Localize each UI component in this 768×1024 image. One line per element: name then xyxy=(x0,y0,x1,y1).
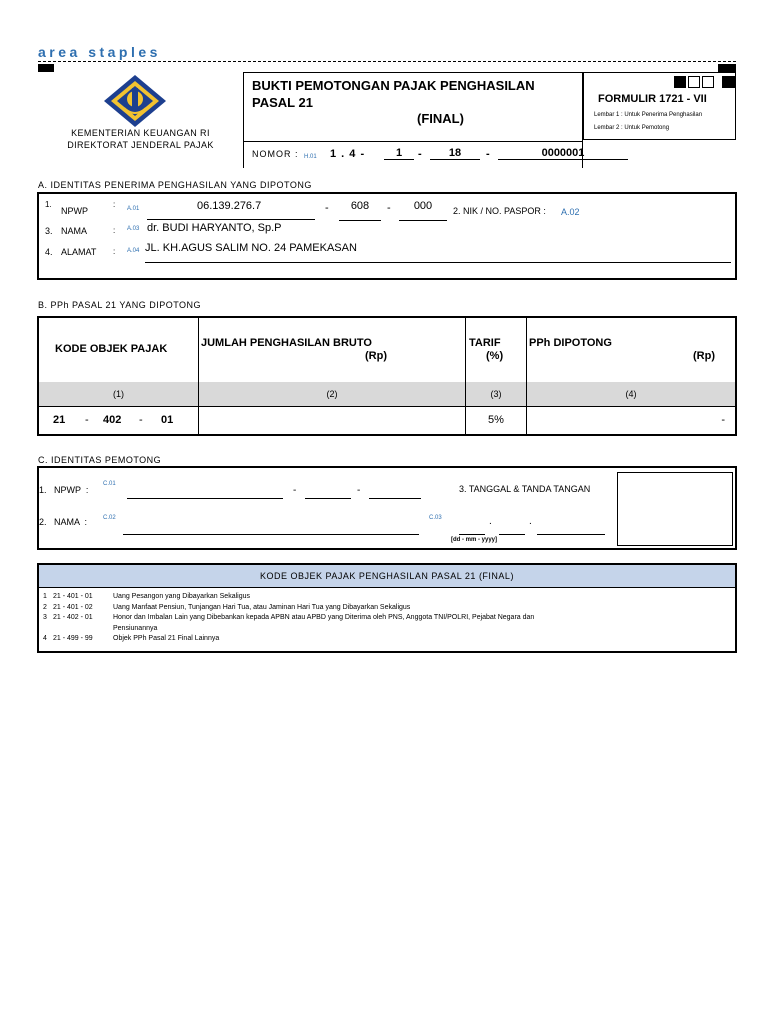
nik-code: A.02 xyxy=(561,207,580,217)
corner-marker-right xyxy=(718,64,736,72)
col-pph-unit: (Rp) xyxy=(693,350,715,362)
alamat-value[interactable]: JL. KH.AGUS SALIM NO. 24 PAMEKASAN xyxy=(145,242,731,263)
alamat-label: ALAMAT xyxy=(61,247,97,257)
col-pph-header: PPh DIPOTONG xyxy=(529,337,612,349)
date-month-field[interactable] xyxy=(499,520,525,535)
legend-text: Uang Pesangon yang Dibayarkan Sekaligus xyxy=(113,593,250,600)
date-dot-1: . xyxy=(489,516,492,527)
npwp-label: NPWP xyxy=(61,206,88,216)
bruto-value[interactable] xyxy=(199,406,466,434)
npwp-value-main[interactable]: 06.139.276.7 xyxy=(147,200,315,220)
legend-code: 21 - 401 - 02 xyxy=(53,603,93,611)
signature-box[interactable] xyxy=(617,472,733,546)
staples-label: area staples xyxy=(38,44,161,60)
nomor-sep1: - xyxy=(418,148,422,160)
npwp-dash-1: - xyxy=(325,202,329,214)
npwp-value-branch[interactable]: 608 xyxy=(339,200,381,221)
kode-dash-1: - xyxy=(85,414,89,426)
legend-list xyxy=(43,592,733,645)
signature-date-label: 3. TANGGAL & TANDA TANGAN xyxy=(459,484,591,494)
ministry-logo-icon xyxy=(102,74,168,128)
nomor-row xyxy=(244,141,585,168)
section-a-title: A. IDENTITAS PENERIMA PENGHASILAN YANG DIPOTONG xyxy=(38,180,312,190)
pemotong-nama-label: 2. NAMA : xyxy=(39,517,88,527)
kode-dash-2: - xyxy=(139,414,143,426)
date-dot-2: . xyxy=(529,516,532,527)
nama-label: NAMA xyxy=(61,226,88,236)
pemotong-npwp-main[interactable] xyxy=(127,484,283,499)
col-num-3: (3) xyxy=(466,382,527,406)
nomor-part1: 1 xyxy=(384,147,414,160)
pemotong-npwp-code: C.01 xyxy=(103,481,116,487)
col-tarif-unit: (%) xyxy=(486,350,504,362)
list-item xyxy=(43,613,733,634)
ministry-block xyxy=(38,72,243,168)
col-tarif-header: TARIF xyxy=(469,337,501,349)
pph-table xyxy=(37,316,737,436)
section-c-title: C. IDENTITAS PEMOTONG xyxy=(38,455,162,465)
nama-code: A.03 xyxy=(127,226,140,232)
legend-code: 21 - 402 - 01 xyxy=(53,614,93,621)
form-header xyxy=(38,72,736,168)
alamat-code: A.04 xyxy=(127,248,140,254)
staple-cut-line xyxy=(38,61,736,62)
pemotong-nama-field[interactable] xyxy=(123,520,419,535)
pph-value[interactable]: - xyxy=(721,414,725,426)
pph-table-col-numbers xyxy=(39,382,735,407)
pemotong-npwp-office[interactable] xyxy=(369,484,421,499)
npwp-number: 1. xyxy=(45,200,52,209)
pemotong-npwp-dash-1: - xyxy=(293,485,297,496)
formulir-box xyxy=(583,72,736,140)
check-box-3 xyxy=(702,76,714,88)
section-c-box xyxy=(37,466,737,550)
tarif-value[interactable]: 5% xyxy=(466,406,527,434)
date-year-field[interactable] xyxy=(537,520,605,535)
nik-label: 2. NIK / NO. PASPOR : xyxy=(453,206,546,216)
directorate-name: DIREKTORAT JENDERAL PAJAK xyxy=(67,140,214,150)
npwp-dash-2: - xyxy=(387,202,391,214)
nama-number: 3. xyxy=(45,226,53,236)
date-format-hint: [dd - mm - yyyy] xyxy=(451,537,498,543)
col-kode-header: KODE OBJEK PAJAK xyxy=(55,343,168,355)
legend-text: Honor dan Imbalan Lain yang Dibebankan kepada APBN atau APBD yang Diterima oleh PNS, Anggota TNI/POLRI, Pejabat Negara dan xyxy=(113,614,535,621)
check-box-1 xyxy=(674,76,686,88)
nomor-sep2: - xyxy=(486,148,490,160)
check-box-2 xyxy=(688,76,700,88)
npwp-value-office[interactable]: 000 xyxy=(399,200,447,221)
form-title-line2: PASAL 21 xyxy=(252,95,313,110)
legend-num: 4 xyxy=(43,635,47,642)
nomor-part3: 0000001 xyxy=(498,147,628,160)
legend-text: Objek PPh Pasal 21 Final Lainnya xyxy=(113,635,220,642)
legend-code: 21 - 401 - 01 xyxy=(53,593,93,600)
legend-title: KODE OBJEK PAJAK PENGHASILAN PASAL 21 (FINAL) xyxy=(39,565,735,588)
legend-num: 3 xyxy=(43,614,47,621)
pemotong-npwp-branch[interactable] xyxy=(305,484,351,499)
legend-text: Uang Manfaat Pensiun, Tunjangan Hari Tua, atau Jaminan Hari Tua yang Dibayarkan Sekaligus xyxy=(113,603,411,611)
section-b-title: B. PPh PASAL 21 YANG DIPOTONG xyxy=(38,300,202,310)
form-title-line1: BUKTI PEMOTONGAN PAJAK PENGHASILAN xyxy=(252,78,535,93)
col-num-2: (2) xyxy=(199,382,466,406)
corner-marker-left xyxy=(38,64,54,72)
nomor-label: NOMOR : xyxy=(252,149,299,159)
nomor-part2: 18 xyxy=(430,147,480,160)
date-day-field[interactable] xyxy=(459,520,485,535)
pemotong-npwp-label: 1. NPWP : xyxy=(39,485,89,495)
title-box xyxy=(243,72,583,168)
legend-num: 2 xyxy=(43,603,47,611)
col-bruto-unit: (Rp) xyxy=(365,350,387,362)
sheet-2-note: Lembar 2 : Untuk Pemotong xyxy=(594,125,670,131)
kode-part-b: 402 xyxy=(103,414,122,426)
legend-box xyxy=(37,563,737,653)
col-num-1: (1) xyxy=(39,382,199,406)
list-item xyxy=(43,634,733,645)
nomor-code: H.01 xyxy=(304,154,317,160)
legend-text-cont: Pensiunannya xyxy=(113,624,158,632)
section-a-box xyxy=(37,192,737,280)
npwp-code: A.01 xyxy=(127,206,140,212)
npwp-colon: : xyxy=(113,200,116,209)
kode-part-c: 01 xyxy=(161,414,174,426)
ministry-name: KEMENTERIAN KEUANGAN RI xyxy=(71,128,210,138)
legend-code: 21 - 499 - 99 xyxy=(53,635,93,642)
nomor-prefix: 1 . 4 - xyxy=(330,148,366,160)
legend-num: 1 xyxy=(43,593,47,600)
pph-table-header xyxy=(39,318,735,383)
sheet-1-note: Lembar 1 : Untuk Penerima Penghasilan xyxy=(594,112,703,118)
col-num-4: (4) xyxy=(625,389,637,399)
list-item xyxy=(43,603,733,614)
col-bruto-header: JUMLAH PENGHASILAN BRUTO xyxy=(201,337,372,349)
pemotong-npwp-dash-2: - xyxy=(357,485,361,496)
list-item xyxy=(43,592,733,603)
form-title-final: (FINAL) xyxy=(417,111,464,126)
form-number: FORMULIR 1721 - VII xyxy=(598,93,707,105)
date-code: C.03 xyxy=(429,515,442,521)
nama-colon: : xyxy=(113,226,116,235)
pemotong-nama-code: C.02 xyxy=(103,515,116,521)
kode-part-a: 21 xyxy=(53,414,66,426)
alamat-colon: : xyxy=(113,247,116,256)
alamat-number: 4. xyxy=(45,247,53,257)
nama-value[interactable]: dr. BUDI HARYANTO, Sp.P xyxy=(147,222,282,234)
check-box-4 xyxy=(722,76,736,88)
table-row xyxy=(39,406,735,434)
